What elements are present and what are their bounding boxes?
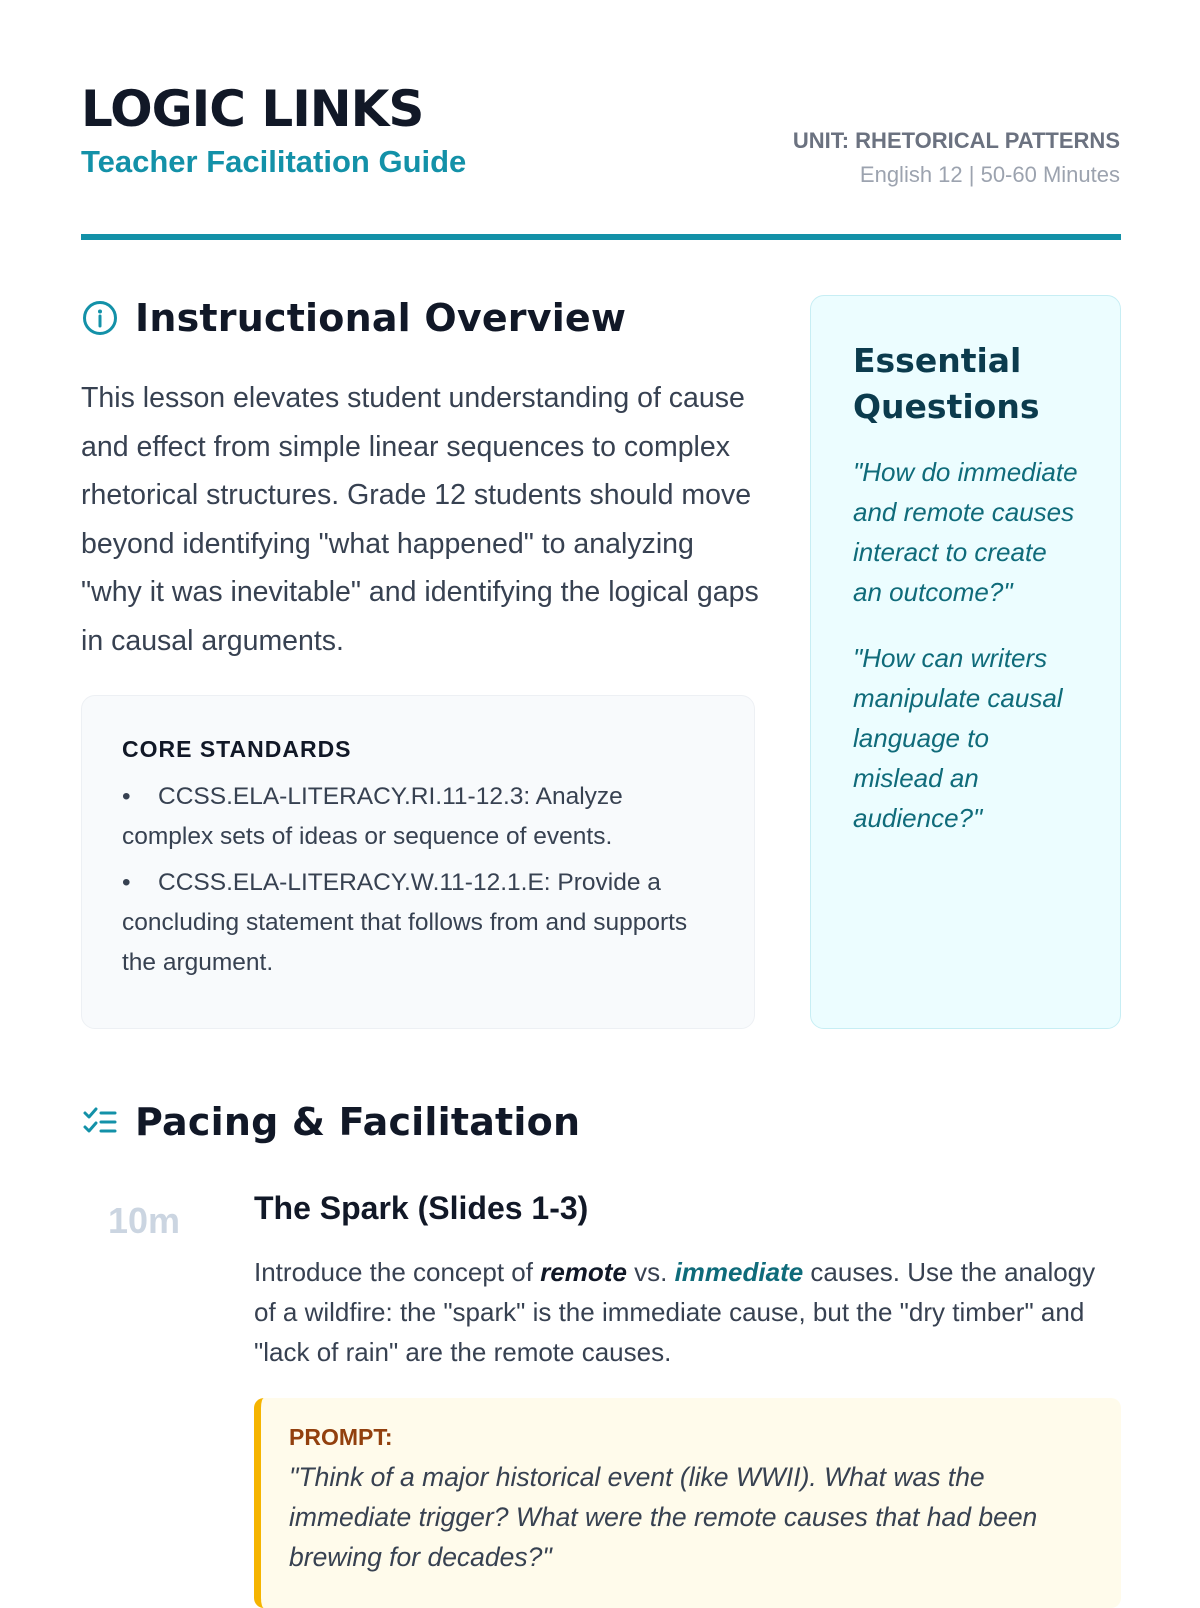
prompt-label: PROMPT: [289, 1424, 393, 1450]
prompt-text: "Think of a major historical event (like WWII). What was the immediate trigger? What were the remote causes that had been brewing for decades?" [289, 1462, 1038, 1572]
desc-text: causes. Use the analogy of a wildfire: the "spark" is the immediate cause, but the "dry timber" and "lack of rain" are the remote causes. [254, 1257, 1096, 1367]
essential-questions-card [810, 295, 1121, 1029]
essential-question: "How do immediate and remote causes interact to create an outcome?" [853, 457, 1078, 607]
step-description [254, 1252, 1120, 1372]
step-title: The Spark (Slides 1-3) [254, 1190, 589, 1226]
unit-meta [793, 128, 1120, 189]
overview-title: Instructional Overview [135, 296, 627, 340]
overview-heading [81, 296, 626, 340]
term-remote: remote [540, 1257, 627, 1287]
essential-question: "How can writers manipulate causal language to mislead an audience?" [853, 643, 1063, 833]
checklist-icon [81, 1103, 119, 1141]
standards-list [122, 777, 714, 983]
pacing-title: Pacing & Facilitation [135, 1100, 581, 1144]
standard-text: CCSS.ELA-LITERACY.RI.11-12.3: Analyze complex sets of ideas or sequence of events. [122, 783, 623, 850]
standard-item [122, 777, 714, 857]
bullet-icon: • [122, 783, 131, 810]
info-icon [81, 299, 119, 337]
brand-title: LOGIC LINKS [81, 80, 424, 138]
page-header [81, 80, 1120, 188]
standard-item [122, 863, 714, 983]
prompt-callout [254, 1398, 1121, 1608]
bullet-icon: • [122, 869, 131, 896]
term-immediate: immediate [674, 1257, 804, 1287]
essential-questions-title: Essential Questions [853, 341, 1040, 426]
unit-label: UNIT: RHETORICAL PATTERNS [792, 128, 1120, 153]
overview-paragraph: This lesson elevates student understanding of cause and effect from simple linear sequences to complex rhetorical structures. Grade 12 students should move beyond identifying "what happened" to analyzing "why it was inevitable" and identifying the logical gaps in causal arguments. [81, 382, 759, 657]
standards-label: CORE STANDARDS [122, 736, 352, 762]
guide-subtitle: Teacher Facilitation Guide [81, 144, 467, 179]
desc-text: vs. [626, 1257, 675, 1287]
desc-text: Introduce the concept of [254, 1257, 541, 1287]
step-duration: 10m [108, 1200, 181, 1241]
pacing-heading [81, 1100, 580, 1144]
core-standards-box [81, 695, 755, 1029]
header-divider [81, 234, 1121, 240]
standard-text: CCSS.ELA-LITERACY.W.11-12.1.E: Provide a concluding statement that follows from and supports the argument. [122, 869, 688, 976]
course-label: English 12 | 50-60 Minutes [859, 162, 1120, 188]
